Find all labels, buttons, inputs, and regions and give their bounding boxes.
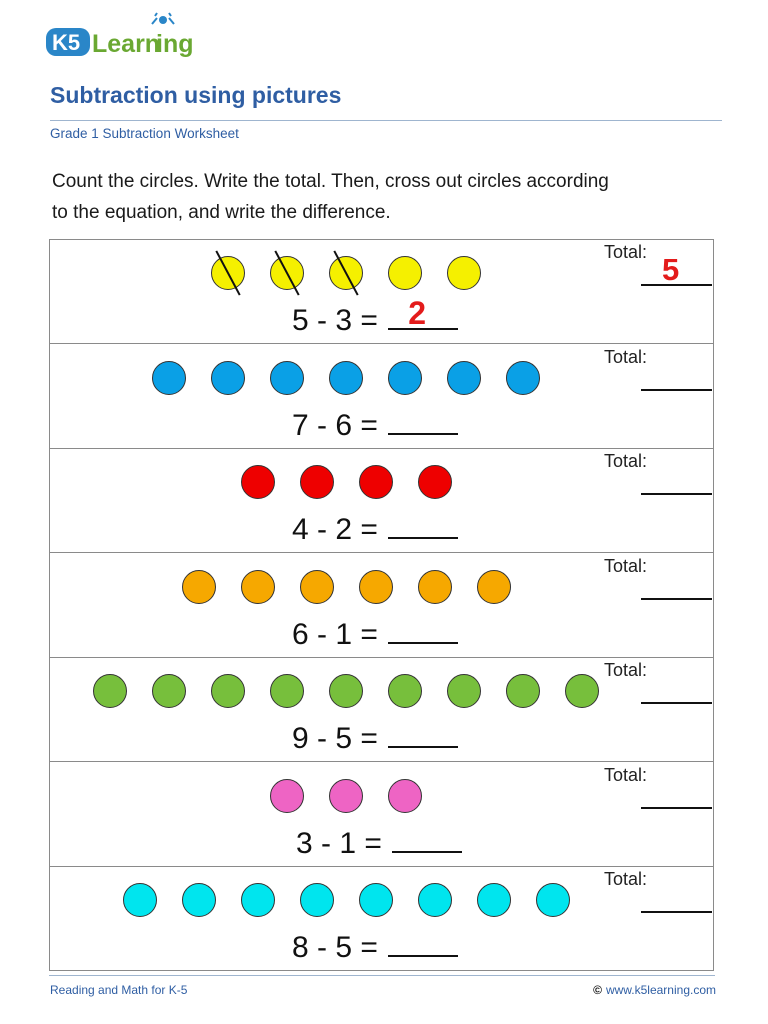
- count-circle[interactable]: [182, 883, 216, 917]
- footer-url: www.k5learning.com: [605, 983, 716, 997]
- count-circle[interactable]: [270, 674, 304, 708]
- count-circle[interactable]: [447, 256, 481, 290]
- total-label: Total:: [604, 346, 648, 367]
- count-circle[interactable]: [270, 361, 304, 395]
- count-circle[interactable]: [506, 674, 540, 708]
- svg-text:Learn: Learn: [92, 30, 161, 58]
- count-circle[interactable]: [300, 570, 334, 604]
- count-circle[interactable]: [477, 570, 511, 604]
- total-answer-blank[interactable]: [641, 598, 712, 600]
- exercise-row: [50, 763, 713, 867]
- count-circle[interactable]: [418, 465, 452, 499]
- total-answer-blank[interactable]: [641, 807, 712, 809]
- exercise-row: [50, 449, 713, 553]
- count-circle[interactable]: [300, 883, 334, 917]
- count-circle[interactable]: [241, 570, 275, 604]
- count-circle[interactable]: [241, 883, 275, 917]
- title-divider: [50, 120, 722, 121]
- footer-tagline: Reading and Math for K-5: [50, 983, 188, 997]
- total-answer-blank[interactable]: [641, 911, 712, 913]
- count-circle[interactable]: [152, 361, 186, 395]
- equation-text: 3 - 1 =: [296, 826, 382, 860]
- equation-text: 6 - 1 =: [292, 617, 378, 651]
- total-answer: 5: [662, 252, 680, 287]
- exercise-table: [49, 239, 714, 971]
- page-title: Subtraction using pictures: [50, 82, 342, 108]
- page-subtitle: Grade 1 Subtraction Worksheet: [50, 126, 239, 141]
- exercise-row: [50, 554, 713, 658]
- exercise-row: [50, 345, 713, 449]
- equation: [292, 407, 458, 443]
- equation-text: 7 - 6 =: [292, 408, 378, 442]
- count-circle[interactable]: [329, 674, 363, 708]
- count-circle[interactable]: [388, 779, 422, 813]
- count-circle[interactable]: [211, 674, 245, 708]
- difference-answer-blank[interactable]: [388, 511, 458, 539]
- count-circle[interactable]: [536, 883, 570, 917]
- exercise-row: [50, 658, 713, 762]
- count-circle[interactable]: [93, 674, 127, 708]
- equation: [292, 511, 458, 547]
- count-circle[interactable]: [359, 465, 393, 499]
- count-circle[interactable]: [329, 779, 363, 813]
- total-answer-blank[interactable]: [641, 702, 712, 704]
- difference-answer: 2: [408, 295, 427, 331]
- count-circle[interactable]: [359, 883, 393, 917]
- count-circle[interactable]: [329, 361, 363, 395]
- count-circle[interactable]: [359, 570, 393, 604]
- exercise-row: [50, 240, 713, 344]
- difference-answer-blank[interactable]: [388, 295, 458, 331]
- count-circle[interactable]: [152, 674, 186, 708]
- footer-divider: [49, 975, 715, 976]
- total-label: Total:: [604, 660, 648, 680]
- count-circle[interactable]: [477, 883, 511, 917]
- equation-text: 4 - 2 =: [292, 513, 378, 546]
- count-circle[interactable]: [123, 883, 157, 917]
- instructions: [52, 166, 722, 228]
- total-label: Total:: [604, 451, 648, 471]
- footer-website: [593, 983, 716, 997]
- instructions-line-1: Count the circles. Write the total. Then, cross out circles according: [52, 171, 609, 192]
- difference-answer-blank[interactable]: [388, 720, 458, 748]
- copyright-icon: ©: [593, 983, 602, 997]
- count-circle[interactable]: [447, 361, 481, 395]
- total-label: Total:: [604, 555, 648, 576]
- difference-answer-blank[interactable]: [388, 929, 458, 957]
- count-circle[interactable]: [388, 674, 422, 708]
- k5-learning-logo: [44, 12, 214, 62]
- equation: [292, 929, 458, 965]
- exercise-row: [50, 867, 713, 971]
- count-circle[interactable]: [388, 361, 422, 395]
- difference-answer-blank[interactable]: [388, 407, 458, 435]
- equation: [292, 720, 458, 756]
- count-circle[interactable]: [270, 779, 304, 813]
- count-circle[interactable]: [211, 361, 245, 395]
- count-circle[interactable]: [182, 570, 216, 604]
- equation: [292, 295, 458, 338]
- count-circle[interactable]: [300, 465, 334, 499]
- svg-text:K5: K5: [52, 30, 81, 55]
- equation-text: 5 - 3 =: [292, 304, 378, 337]
- difference-answer-blank[interactable]: [392, 825, 462, 853]
- total-label: Total:: [604, 242, 648, 262]
- count-circle[interactable]: [506, 361, 540, 395]
- total-label: Total:: [604, 869, 648, 889]
- svg-text:ing: ing: [156, 30, 194, 58]
- instructions-line-2: to the equation, and write the difference.: [52, 202, 391, 223]
- equation: [296, 825, 462, 861]
- count-circle[interactable]: [418, 883, 452, 917]
- count-circle[interactable]: [418, 570, 452, 604]
- equation-text: 9 - 5 =: [292, 722, 378, 755]
- total-label: Total:: [604, 764, 648, 785]
- total-answer-blank[interactable]: [641, 493, 712, 495]
- equation: [292, 616, 458, 652]
- equation-text: 8 - 5 =: [292, 931, 378, 964]
- count-circle[interactable]: [565, 674, 599, 708]
- count-circle[interactable]: [447, 674, 481, 708]
- difference-answer-blank[interactable]: [388, 616, 458, 644]
- total-answer-blank[interactable]: [641, 389, 712, 391]
- count-circle[interactable]: [388, 256, 422, 290]
- count-circle[interactable]: [241, 465, 275, 499]
